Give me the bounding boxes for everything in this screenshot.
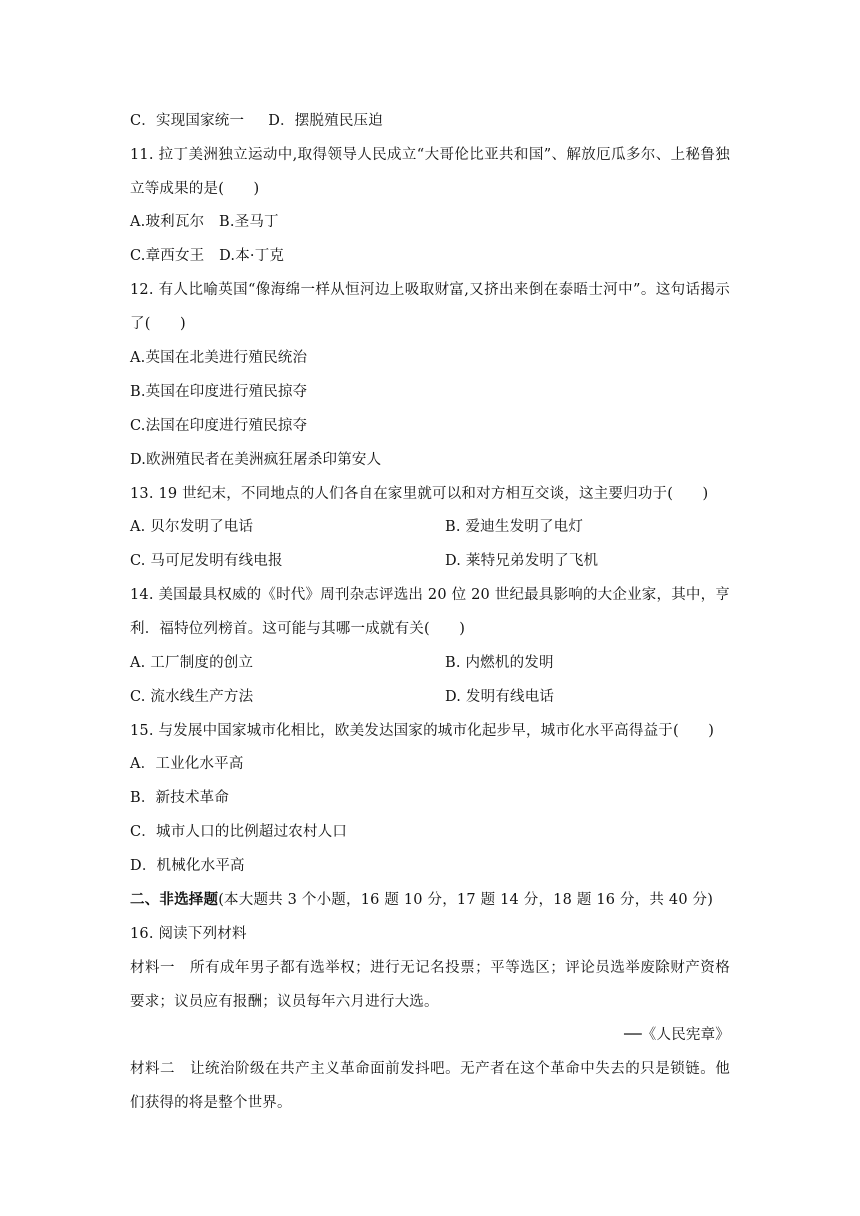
q10-option-c: C．实现国家统一 [130, 113, 245, 129]
q14-option-b: B. 内燃机的发明 [445, 655, 554, 671]
q13-options-ab [130, 517, 730, 537]
q16-material1-line1: 材料一 所有成年男子都有选举权；进行无记名投票；平等选区；评论员选举废除财产资格 [130, 960, 730, 976]
q13-stem: 13. 19 世纪末，不同地点的人们各自在家里就可以和对方相互交谈，这主要归功于( ) [130, 486, 709, 502]
q14-option-a: A. 工厂制度的创立 [130, 655, 254, 671]
section2-note: (本大题共 3 个小题，16 题 10 分，17 题 14 分，18 题 16 分，共 40 分) [218, 892, 714, 908]
q15-option-a: A．工业化水平高 [130, 756, 244, 772]
q13-option-d: D. 莱特兄弟发明了飞机 [445, 553, 599, 569]
section2-title: 二、非选择题 [130, 891, 219, 908]
q13-option-c: C. 马可尼发明有线电报 [130, 553, 283, 569]
q16-material2-line1: 材料二 让统治阶级在共产主义革命面前发抖吧。无产者在这个革命中失去的只是锁链。他 [130, 1061, 730, 1077]
q14-options-ab [130, 653, 730, 673]
q12-option-b: B.英国在印度进行殖民掠夺 [130, 384, 308, 400]
q14-options-cd [130, 687, 730, 707]
q15-option-c: C．城市人口的比例超过农村人口 [130, 824, 348, 840]
section2-header [130, 890, 730, 910]
q12-option-a: A.英国在北美进行殖民统治 [130, 350, 308, 366]
q15-option-b: B．新技术革命 [130, 790, 230, 806]
q10-options-cd [130, 111, 730, 131]
q13-option-a: A. 贝尔发明了电话 [130, 519, 254, 535]
q16-material1-source: ──《人民宪章》 [623, 1027, 730, 1043]
q11-stem-line2: 立等成果的是( ) [130, 181, 260, 197]
q12-option-c: C.法国在印度进行殖民掠夺 [130, 418, 308, 434]
q16-material2-line2: 们获得的将是整个世界。 [130, 1095, 292, 1111]
q12-stem-line1: 12. 有人比喻英国“像海绵一样从恒河边上吸取财富,又挤出来倒在泰晤士河中”。这句话揭示 [130, 282, 730, 298]
q14-option-d: D. 发明有线电话 [445, 689, 555, 705]
q13-option-b: B. 爱迪生发明了电灯 [445, 519, 584, 535]
q12-stem-line2: 了( ) [130, 316, 186, 332]
q11-stem-line1: 11. 拉丁美洲独立运动中,取得领导人民成立“大哥伦比亚共和国”、解放厄瓜多尔、上秘鲁独 [130, 147, 730, 163]
q16-stem: 16. 阅读下列材料 [130, 926, 247, 942]
q13-options-cd [130, 551, 730, 571]
q14-stem-line1: 14. 美国最具权威的《时代》周刊杂志评选出 20 位 20 世纪最具影响的大企业家，其中，亨 [130, 587, 730, 603]
q16-material1-line2: 要求；议员应有报酬；议员每年六月进行大选。 [130, 994, 439, 1010]
q11-options-ab: A.玻利瓦尔 B.圣马丁 [130, 214, 279, 230]
q11-options-cd: C.章西女王 D.本·丁克 [130, 248, 285, 264]
q14-stem-line2: 利．福特位列榜首。这可能与其哪一成就有关( ) [130, 621, 466, 637]
q10-option-d: D．摆脱殖民压迫 [268, 113, 383, 129]
q14-option-c: C. 流水线生产方法 [130, 689, 254, 705]
q15-option-d: D．机械化水平高 [130, 858, 245, 874]
q12-option-d: D.欧洲殖民者在美洲疯狂屠杀印第安人 [130, 452, 382, 468]
q15-stem: 15. 与发展中国家城市化相比，欧美发达国家的城市化起步早，城市化水平高得益于( ) [130, 723, 715, 739]
